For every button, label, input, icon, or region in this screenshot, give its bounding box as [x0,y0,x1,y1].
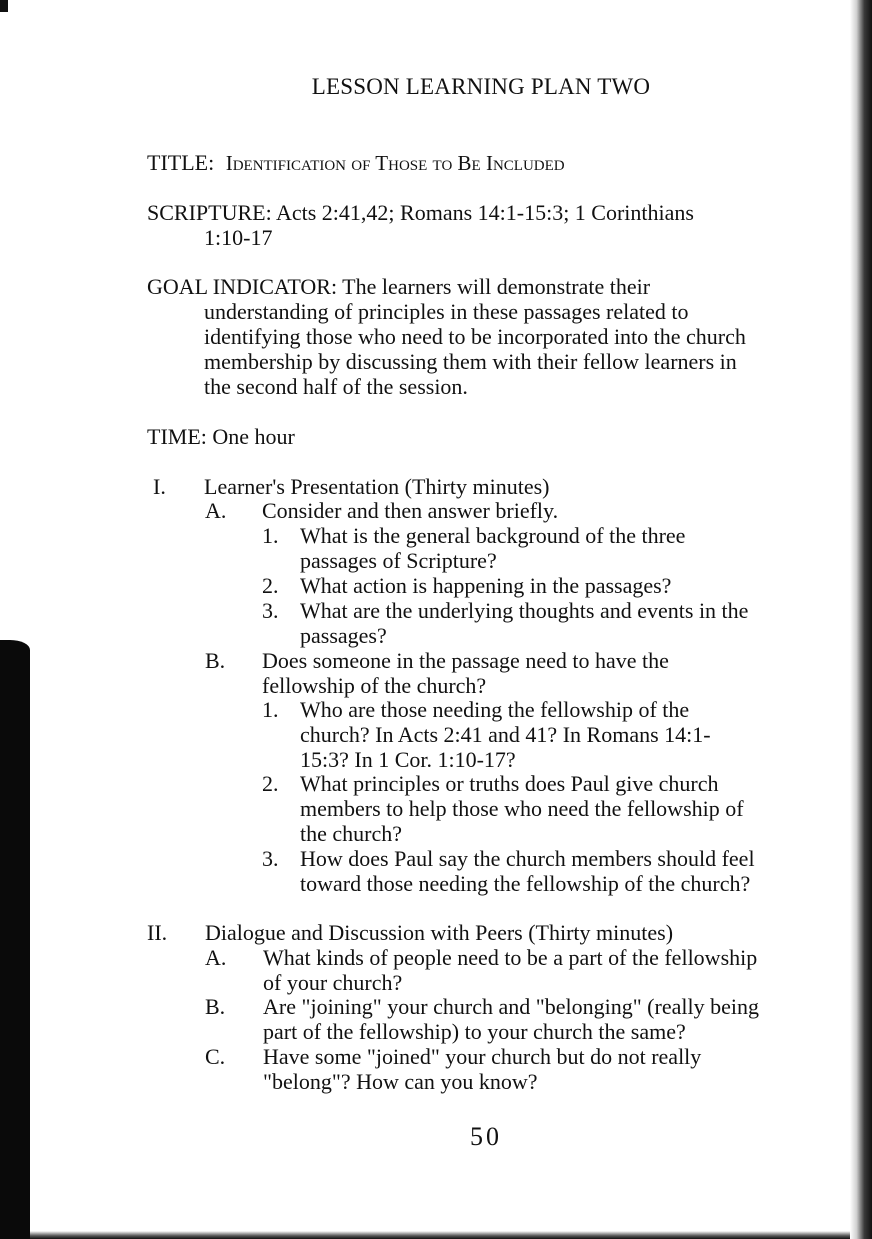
section-1-a-3-line-1: What are the underlying thoughts and events in the [300,598,749,623]
section-1-b-line-2: fellowship of the church? [262,673,487,698]
section-1-a-marker: A. [205,498,227,523]
section-1-b-1-line-2: church? In Acts 2:41 and 41? In Romans 14:1- [300,722,711,747]
section-1-b-2-line-3: the church? [300,821,402,846]
goal-line-4: membership by discussing them with their fellow learners in [204,349,737,374]
goal-line-3: identifying those who need to be incorporated into the church [204,324,746,349]
section-1-a-text: Consider and then answer briefly. [262,498,559,523]
section-1-b-2-line-2: members to help those who need the fellowship of [300,796,744,821]
scan-edge-right [850,0,872,1239]
section-2-heading: Dialogue and Discussion with Peers (Thirty minutes) [205,920,674,945]
section-1-b-3-line-1: How does Paul say the church members should feel [300,846,755,871]
section-2-b-line-2: part of the fellowship) to your church the same? [263,1019,686,1044]
section-1-b-2-marker: 2. [262,771,279,796]
section-2-a-line-1: What kinds of people need to be a part of the fellowship [263,945,758,970]
page-heading: LESSON LEARNING PLAN TWO [311,74,651,99]
page-number: 50 [470,1122,502,1151]
section-2-c-line-1: Have some "joined" your church but do not really [263,1044,702,1069]
section-1-marker: I. [153,474,166,499]
section-1-b-3-marker: 3. [262,846,279,871]
section-1-a-2-line-1: What action is happening in the passages? [300,573,672,598]
goal-line-1: GOAL INDICATOR: The learners will demonstrate their [147,274,651,299]
section-1-a-3-line-2: passages? [300,623,387,648]
section-1-a-1-line-1: What is the general background of the three [300,523,686,548]
section-2-c-marker: C. [205,1044,226,1069]
section-1-heading: Learner's Presentation (Thirty minutes) [204,474,550,499]
goal-line-2: understanding of principles in these passages related to [204,299,689,324]
title-line [147,150,565,176]
section-2-c-line-2: "belong"? How can you know? [263,1069,538,1094]
section-1-b-1-line-3: 15:3? In 1 Cor. 1:10-17? [300,747,516,772]
section-1-b-1-marker: 1. [262,697,279,722]
scripture-line-1: SCRIPTURE: Acts 2:41,42; Romans 14:1-15:3; 1 Corinthians [147,200,694,225]
scan-mark-top-left [0,0,8,12]
section-1-b-1-line-1: Who are those needing the fellowship of the [300,697,690,722]
section-1-b-marker: B. [205,648,226,673]
goal-line-5: the second half of the session. [204,374,468,399]
scripture-line-2: 1:10-17 [204,225,273,250]
goal-indicator-block [147,274,823,399]
section-1-b-2-line-1: What principles or truths does Paul give church [300,771,719,796]
section-1-a-2-marker: 2. [262,573,279,598]
section-2-marker: II. [147,920,168,945]
section-1-b-3-line-2: toward those needing the fellowship of the church? [300,871,751,896]
section-1-a-1-marker: 1. [262,523,279,548]
time-line: TIME: One hour [147,424,295,449]
scan-edge-bottom [30,1231,850,1239]
scripture-block [147,200,823,250]
section-2-a-marker: A. [205,945,227,970]
section-1-a-3-marker: 3. [262,598,279,623]
section-2-b-marker: B. [205,994,226,1019]
section-1-a-1-line-2: passages of Scripture? [300,548,497,573]
title-value: Identification of Those to Be Included [225,151,565,175]
section-2-a-line-2: of your church? [263,970,403,995]
section-1-b-line-1: Does someone in the passage need to have the [262,648,669,673]
title-label: TITLE: [147,150,215,175]
section-2-b-line-1: Are "joining" your church and "belonging" (really being [263,994,759,1019]
